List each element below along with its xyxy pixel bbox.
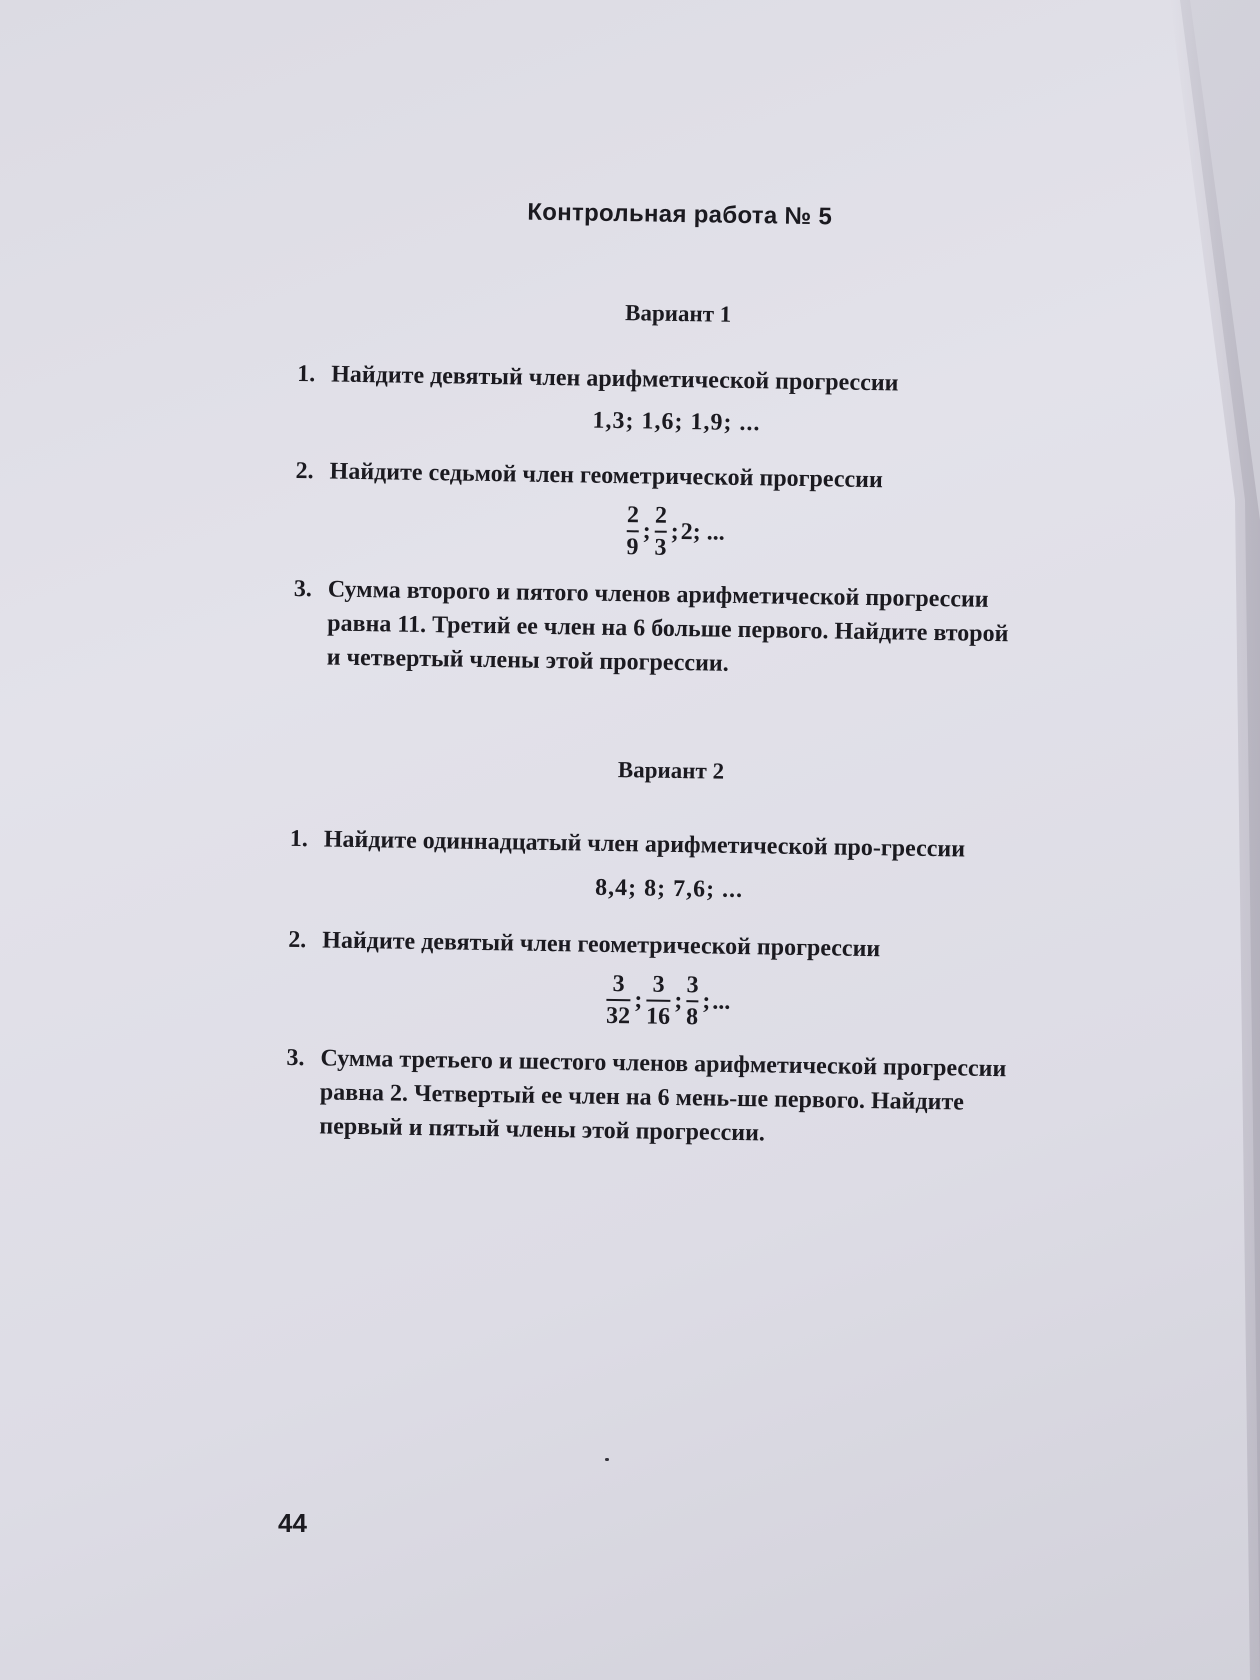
task-text: Сумма второго и пятого членов арифметической прогрессии равна 11. Третий ее член на 6 больше первого. Найдите второй и четвертый члены этой прогрессии. — [326, 576, 1009, 677]
separator: ; — [642, 517, 651, 545]
fraction — [654, 502, 667, 562]
v1-task-3 — [292, 572, 1014, 685]
fraction-denominator: 9 — [626, 534, 639, 561]
task-number: 3. — [286, 1044, 305, 1072]
fraction-denominator: 16 — [645, 1003, 671, 1030]
fraction-bar — [686, 1000, 698, 1002]
task-number: 1. — [296, 360, 316, 388]
v1-task-1 — [297, 357, 1017, 402]
page-number: 44 — [278, 1508, 307, 1538]
task-number: 1. — [289, 825, 309, 853]
v2-task-1 — [290, 822, 1010, 867]
fraction-numerator: 3 — [652, 971, 665, 998]
task-number: 3. — [293, 575, 313, 603]
separator: ; — [670, 518, 679, 545]
task-text: Найдите девятый член арифметической прогрессии — [330, 361, 899, 397]
fraction-denominator: 32 — [605, 1002, 631, 1030]
fraction — [686, 971, 699, 1031]
v1-task-2-sequence — [334, 497, 1015, 568]
separator: ; — [674, 987, 683, 1014]
v2-task-2-sequence — [327, 966, 1008, 1037]
variant-1-heading: Вариант 1 — [624, 300, 732, 327]
fraction-bar — [606, 999, 630, 1001]
fraction-bar — [655, 531, 667, 533]
fraction-bar — [646, 1000, 670, 1002]
v2-task-2 — [288, 923, 1008, 968]
separator: ; — [702, 987, 711, 1015]
fraction — [606, 970, 631, 1030]
task-text: Сумма третьего и шестого членов арифметической прогрессии равна 2. Четвертый ее член на 6 мень-ше первого. Найдите первый и пятый члены этой прогрессии. — [319, 1045, 1007, 1147]
fraction-denominator: 3 — [654, 534, 667, 561]
fraction-denominator: 8 — [685, 1004, 699, 1031]
fraction-numerator: 2 — [626, 502, 640, 529]
sequence-tail: 2; ... — [680, 518, 725, 546]
fraction-numerator: 3 — [612, 971, 625, 998]
v2-task-3 — [285, 1041, 1007, 1154]
page-title: Контрольная работа № 5 — [527, 198, 833, 231]
fraction — [646, 971, 671, 1031]
document-content — [285, 195, 1020, 1154]
v1-task-2 — [295, 454, 1015, 499]
v2-task-1-sequence: 8,4; 8; 7,6; ... — [594, 874, 744, 904]
sequence-tail: ... — [712, 988, 731, 1015]
task-number: 2. — [295, 457, 314, 485]
fraction-numerator: 3 — [686, 972, 699, 999]
fraction-bar — [627, 530, 639, 532]
separator: ; — [634, 986, 643, 1013]
task-text: Найдите девятый член геометрической прогрессии — [322, 927, 881, 963]
paper-speck — [605, 1458, 609, 1461]
fraction-numerator: 2 — [654, 502, 668, 529]
task-text: Найдите одиннадцатый член арифметической про-грессии — [323, 826, 966, 863]
task-text: Найдите седьмой член геометрической прогрессии — [329, 458, 883, 494]
variant-2-heading: Вариант 2 — [617, 757, 725, 784]
task-number: 2. — [288, 926, 307, 954]
v1-task-1-sequence: 1,3; 1,6; 1,9; ... — [592, 407, 761, 437]
fraction — [626, 501, 639, 561]
